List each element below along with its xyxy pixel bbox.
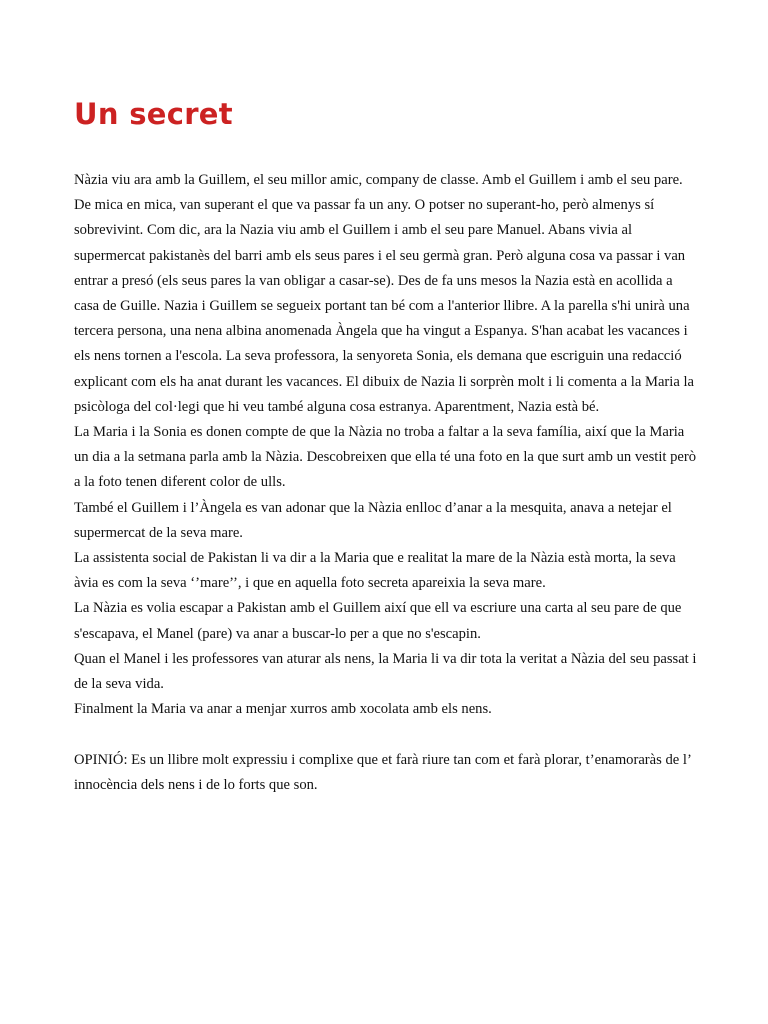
paragraph-discovery: La Maria i la Sonia es donen compte de que la Nàzia no troba a faltar a la seva família, així que la Maria un dia a la setmana parla amb la Nàzia. Descobreixen que ella té una foto en la que surt amb un vestit però a la foto tenen diferent color de ulls.: [74, 424, 697, 491]
document-body: [74, 168, 698, 798]
paragraph-truth: Quan el Manel i les professores van aturar als nens, la Maria li va dir tota la veritat a Nàzia del seu passat i de la seva vida.: [74, 650, 697, 693]
paragraph-social-worker: La assistenta social de Pakistan li va dir a la Maria que e realitat la mare de la Nàzia està morta, la seva àvia es com la seva ‘’mare’’, i que en aquella foto secreta apareixia la seva mare.: [74, 550, 676, 592]
paragraph-ending: Finalment la Maria va anar a menjar xurros amb xocolata amb els nens.: [74, 701, 492, 718]
paragraph-opinion: OPINIÓ: Es un llibre molt expressiu i complixe que et farà riure tan com et farà plorar, t’enamoraràs de l’ innocència dels nens i de lo forts que son.: [74, 751, 691, 793]
paragraph-escape: La Nàzia es volia escapar a Pakistan amb el Guillem així que ell va escriure una carta al seu pare de que s'escapava, el Manel (pare) va anar a buscar-lo per a que no s'escapin.: [74, 600, 682, 642]
paragraph-mosque: També el Guillem i l’Àngela es van adonar que la Nàzia enlloc d’anar a la mesquita, anava a netejar el supermercat de la seva mare.: [74, 499, 672, 541]
page-title: Un secret: [74, 97, 233, 131]
paragraph-spacer: [74, 722, 698, 747]
paragraph-summary: Nàzia viu ara amb la Guillem, el seu millor amic, company de classe. Amb el Guillem i amb el seu pare. De mica en mica, van superant el que va passar fa un any. O potser no superant-ho, però almenys sí sobrevivint. Com dic, ara la Nazia viu amb el Guillem i amb el seu pare Manuel. Abans vivia al supermercat pakistanès del barri amb els seus pares i el seu germà gran. Però alguna cosa va passar i van entrar a presó (els seus pares la van obligar a casar-se). Des de fa uns mesos la Nazia està en acollida a casa de Guille. Nazia i Guillem se segueix portant tan bé com a l'anterior llibre. A la parella s'hi unirà una tercera persona, una nena albina anomenada Àngela que ha vingut a Espanya. S'han acabat les vacances i els nens tornen a l'escola. La seva professora, la senyoreta Sonia, els demana que escriguin una redacció explicant com els ha anat durant les vacances. El dibuix de Nazia li sorprèn molt i li comenta a la Maria la psicòloga del col·legi que hi veu també alguna cosa estranya. Aparentment, Nazia està bé.: [74, 172, 695, 415]
